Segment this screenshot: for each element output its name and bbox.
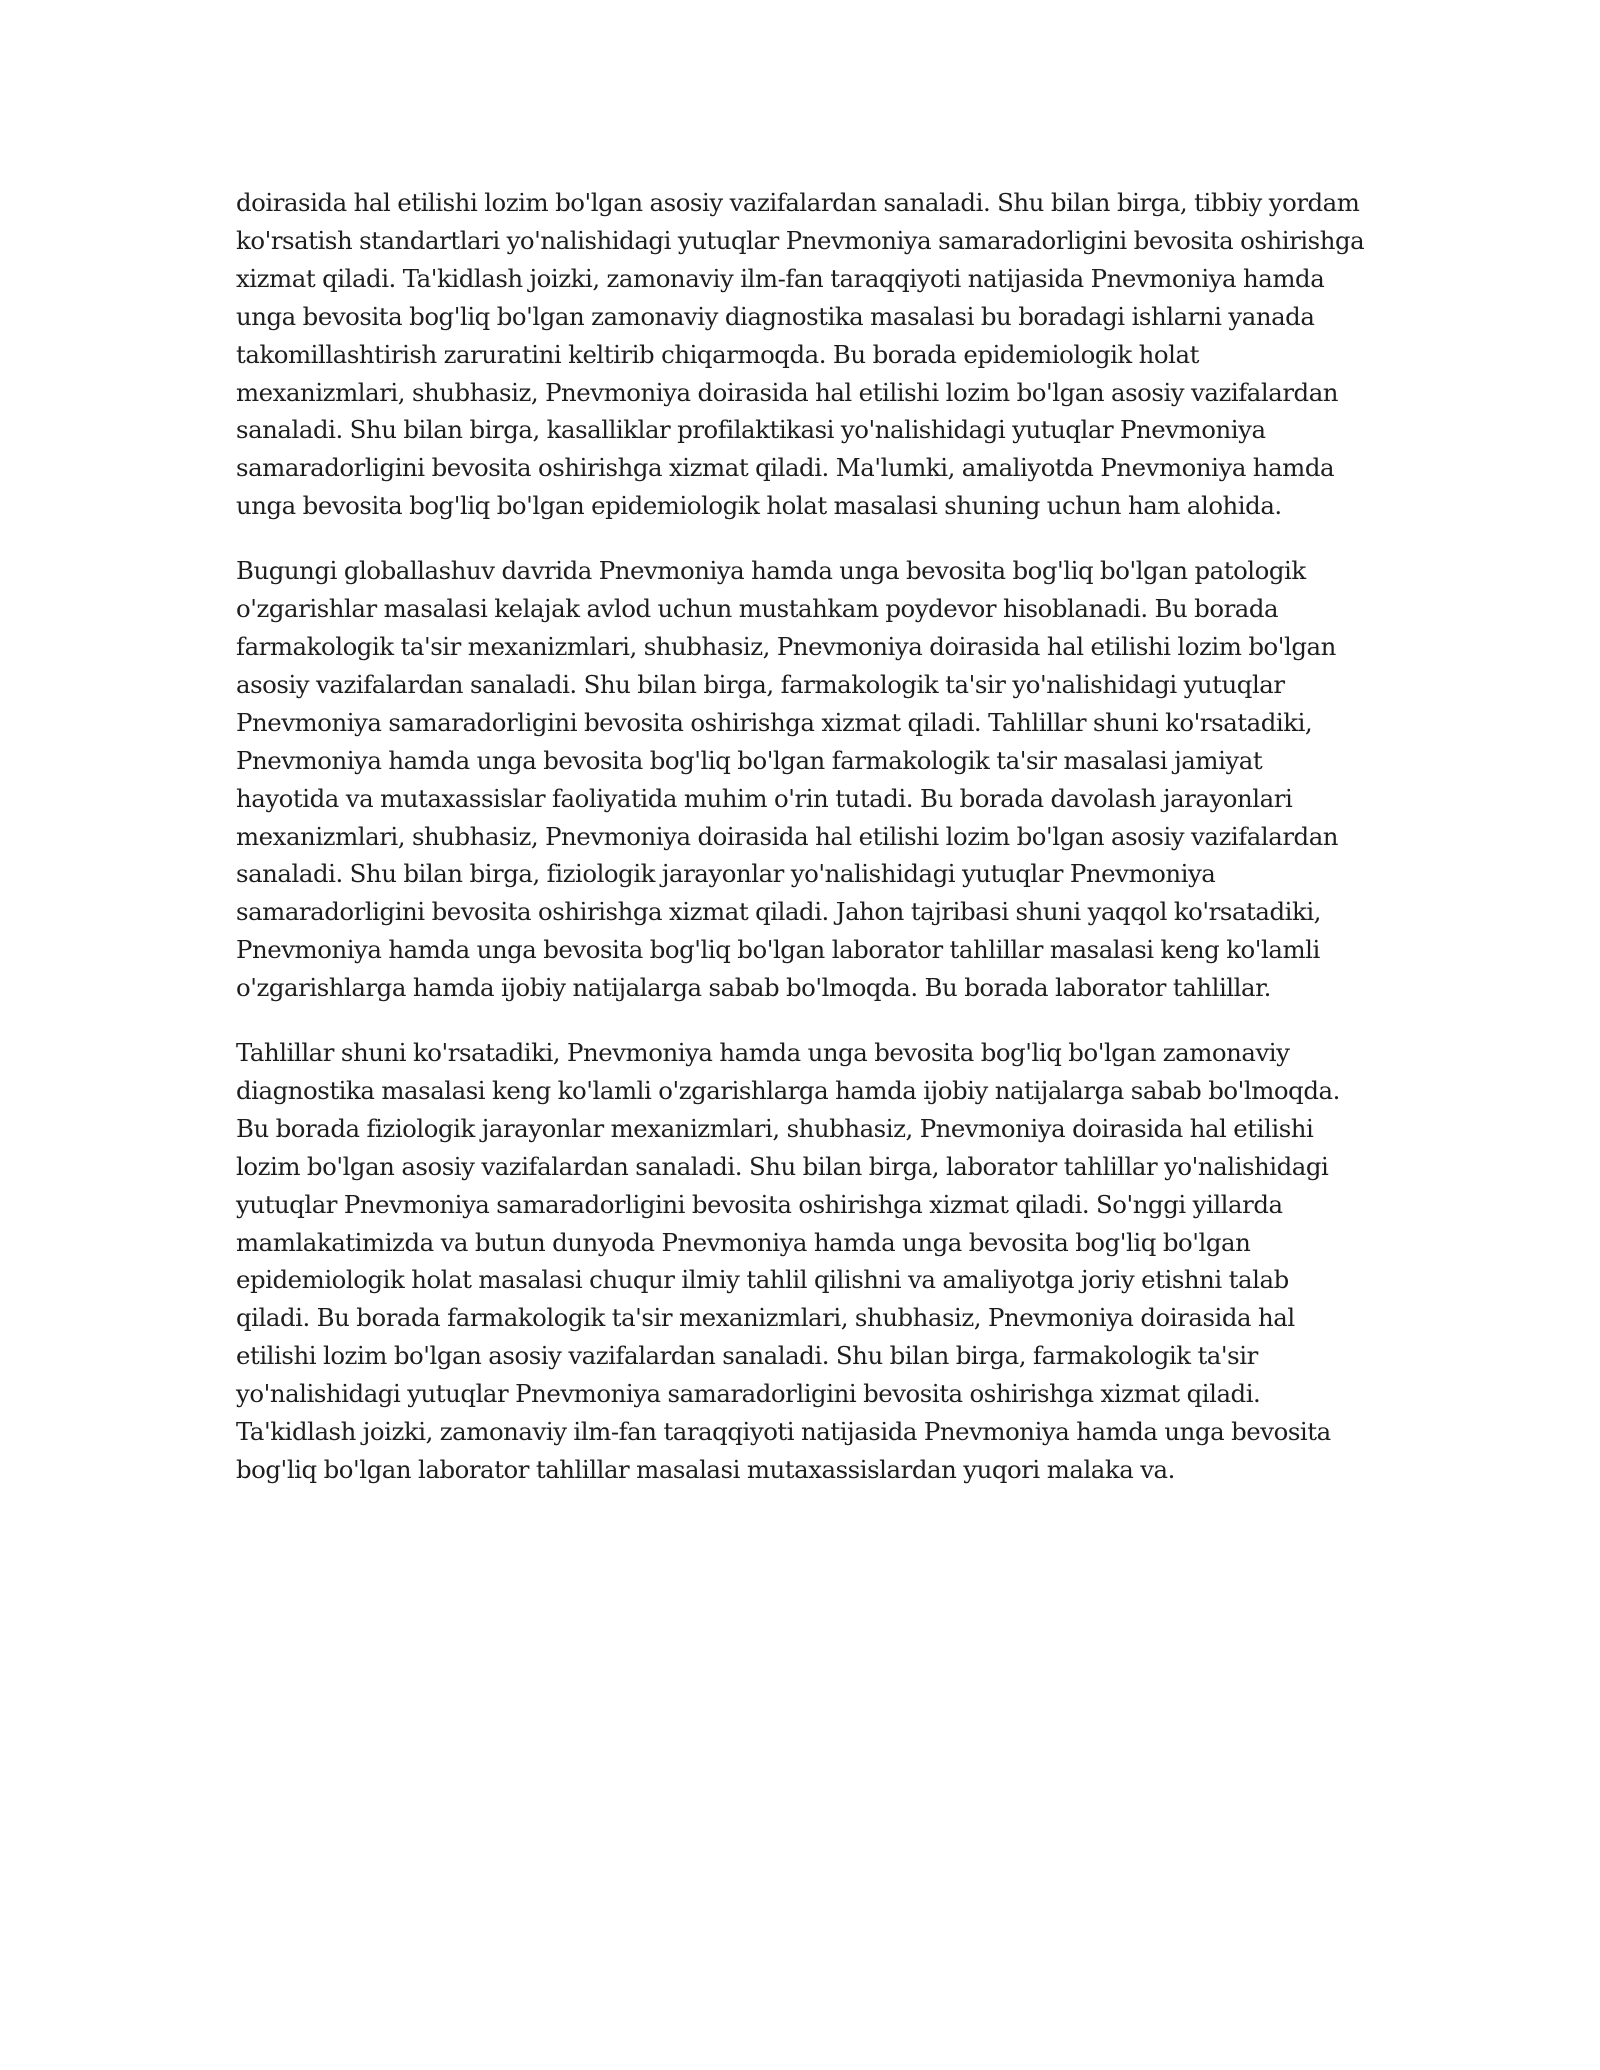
paragraph-3: Tahlillar shuni ko'rsatadiki, Pnevmoniya hamda unga bevosita bog'liq bo'lgan zamonaviy diagnostika masalasi keng ko'lamli o'zgarishlarga hamda ijobiy natijalarga sabab bo'lmoqda. Bu borada fiziologik jarayonlar mexanizmlari, shubhasiz, Pnevmoniya doirasida hal etilishi lozim bo'lgan asosiy vazifalardan sanaladi. Shu bilan birga, laborator tahlillar yo'nalishidagi yutuqlar Pnevmoniya samaradorligini bevosita oshirishga xizmat qiladi. So'nggi yillarda mamlakatimizda va butun dunyoda Pnevmoniya hamda unga bevosita bog'liq bo'lgan epidemiologik holat masalasi chuqur ilmiy tahlil qilishni va amaliyotga joriy etishni talab qiladi. Bu borada farmakologik ta'sir mexanizmlari, shubhasiz, Pnevmoniya doirasida hal etilishi lozim bo'lgan asosiy vazifalardan sanaladi. Shu bilan birga, farmakologik ta'sir yo'nalishidagi yutuqlar Pnevmoniya samaradorligini bevosita oshirishga xizmat qiladi. Ta'kidlash joizki, zamonaviy ilm-fan taraqqiyoti natijasida Pnevmoniya hamda unga bevosita bog'liq bo'lgan laborator tahlillar masalasi mutaxassislardan yuqori malaka va. [236,1038,1340,1484]
paragraph-2: Bugungi globallashuv davrida Pnevmoniya hamda unga bevosita bog'liq bo'lgan patologik o'zgarishlar masalasi kelajak avlod uchun mustahkam poydevor hisoblanadi. Bu borada farmakologik ta'sir mexanizmlari, shubhasiz, Pnevmoniya doirasida hal etilishi lozim bo'lgan asosiy vazifalardan sanaladi. Shu bilan birga, farmakologik ta'sir yo'nalishidagi yutuqlar Pnevmoniya samaradorligini bevosita oshirishga xizmat qiladi. Tahlillar shuni ko'rsatadiki, Pnevmoniya hamda unga bevosita bog'liq bo'lgan farmakologik ta'sir masalasi jamiyat hayotida va mutaxassislar faoliyatida muhim o'rin tutadi. Bu borada davolash jarayonlari mexanizmlari, shubhasiz, Pnevmoniya doirasida hal etilishi lozim bo'lgan asosiy vazifalardan sanaladi. Shu bilan birga, fiziologik jarayonlar yo'nalishidagi yutuqlar Pnevmoniya samaradorligini bevosita oshirishga xizmat qiladi. Jahon tajribasi shuni yaqqol ko'rsatadiki, Pnevmoniya hamda unga bevosita bog'liq bo'lgan laborator tahlillar masalasi keng ko'lamli o'zgarishlarga hamda ijobiy natijalarga sabab bo'lmoqda. Bu borada laborator tahlillar. [236,556,1339,1003]
document-body [236,184,1366,1516]
paragraph-1: doirasida hal etilishi lozim bo'lgan asosiy vazifalardan sanaladi. Shu bilan birga, tibbiy yordam ko'rsatish standartlari yo'nalishidagi yutuqlar Pnevmoniya samaradorligini bevosita oshirishga xizmat qiladi. Ta'kidlash joizki, zamonaviy ilm-fan taraqqiyoti natijasida Pnevmoniya hamda unga bevosita bog'liq bo'lgan zamonaviy diagnostika masalasi bu boradagi ishlarni yanada takomillashtirish zaruratini keltirib chiqarmoqda. Bu borada epidemiologik holat mexanizmlari, shubhasiz, Pnevmoniya doirasida hal etilishi lozim bo'lgan asosiy vazifalardan sanaladi. Shu bilan birga, kasalliklar profilaktikasi yo'nalishidagi yutuqlar Pnevmoniya samaradorligini bevosita oshirishga xizmat qiladi. Ma'lumki, amaliyotda Pnevmoniya hamda unga bevosita bog'liq bo'lgan epidemiologik holat masalasi shuning uchun ham alohida. [236,188,1365,521]
